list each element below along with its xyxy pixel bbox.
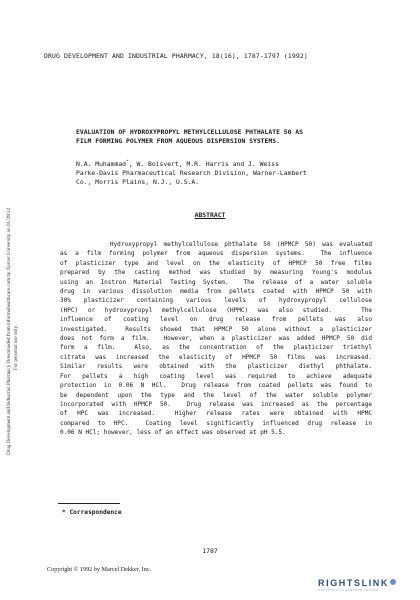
first-author: N.A. Muhammad bbox=[76, 160, 127, 168]
abstract-line: prepared by the casting method was studied by measuring Young's modulus bbox=[60, 269, 372, 277]
affiliation-line-2: Co., Morris Plains, N.J., U.S.A. bbox=[76, 178, 200, 186]
abstract-line: incorporated with HPMCP 50. Drug release was increased as the percentage bbox=[60, 400, 372, 408]
paper-title: EVALUATION OF HYDROXYPROPYL METHYLCELLULOSE PHTHALATE 50 AS FILM FORMING POLYMER FROM AQUEOUS DISPERSION SYSTEMS. bbox=[76, 128, 304, 145]
abstract-line: influence of coating level on drug release from pellets was also bbox=[60, 316, 372, 324]
page-number: 1787 bbox=[202, 547, 218, 555]
abstract-line: For pellets a high coating level was required to achieve adequate bbox=[60, 372, 372, 380]
author-names bbox=[76, 158, 376, 169]
abstract-line: of HPC was increased. Higher release rates were obtained with HPMC bbox=[60, 410, 372, 418]
rightslink-logo[interactable] bbox=[318, 578, 418, 596]
abstract-line: (HPC) or hydroxypropyl methylcellulose (HPMC) was also studied. The bbox=[60, 306, 372, 314]
running-head: DRUG DEVELOPMENT AND INDUSTRIAL PHARMACY, 18(16), 1787-1797 (1992) bbox=[44, 52, 308, 60]
abstract-line: investigated. Results showed that HPMCP 50 alone without a plasticizer bbox=[60, 325, 372, 333]
abstract-line: 30% plasticizer containing various levels of hydroxypropyl cellulose bbox=[60, 297, 372, 305]
abstract-body bbox=[60, 240, 372, 438]
abstract-line: as a film forming polymer from aqueous dispersion systems. The influence bbox=[60, 250, 372, 258]
copyright-notice: Copyright © 1992 by Marcel Dekker, Inc. bbox=[47, 566, 152, 573]
abstract-line: form a film. Also, as the concentration of the plasticizer triethyl bbox=[60, 344, 372, 352]
abstract-line: be dependent upon the type and the level of the water soluble polymer bbox=[60, 391, 372, 399]
side-note-line-1: Drug Development and Industrial Pharmacy Downloaded from informahealthcare.com by Xavier University on 01/28/12 bbox=[6, 207, 12, 455]
rightslink-wordmark: RIGHTSLINK bbox=[318, 578, 418, 588]
affiliation-line-1: Parke-Davis Pharmaceutical Research Division, Warner-Lambert bbox=[76, 169, 307, 177]
logo-dot-icon bbox=[390, 579, 396, 585]
abstract-line: 0.06 N HCl; however, less of an effect was observed at pH 5.5. bbox=[60, 429, 286, 437]
abstract-line: of plasticizer type and level on the elasticity of HPMCP 50 free films bbox=[60, 259, 372, 267]
footnote-divider bbox=[58, 503, 120, 504]
abstract-heading: ABSTRACT bbox=[194, 211, 226, 219]
download-side-note bbox=[3, 95, 27, 455]
abstract-line: drug in various dissolution media from pellets coated with HPMCP 50 with bbox=[60, 288, 372, 296]
abstract-line: Hydroxypropyl methylcellulose phthalate 50 (HPMCP 50) was evaluated bbox=[60, 241, 372, 248]
correspondence-footnote: * Correspondence bbox=[62, 509, 122, 516]
abstract-line: does not form a film. However, when a plasticizer was added HPMCP 50 did bbox=[60, 335, 372, 343]
rightslink-subtext: COPYRIGHT CLEARANCE CENTER bbox=[318, 588, 379, 592]
other-authors: , W. Boisvert, M.R. Harris and J. Weiss bbox=[128, 160, 279, 168]
abstract-line: Similar results were obtained with the plasticizer diethyl phthalate. bbox=[60, 363, 372, 371]
correspondence-mark: * bbox=[126, 160, 129, 165]
abstract-line: compared to HPC. Coating level significantly influenced drug release in bbox=[60, 419, 372, 427]
abstract-line: protection in 0.06 N HCl. Drug release from coated pellets was found to bbox=[60, 382, 372, 390]
abstract-line: using an Instron Material Testing System. The release of a water soluble bbox=[60, 278, 372, 286]
author-block bbox=[76, 158, 376, 187]
side-note-line-2: For personal use only. bbox=[13, 325, 19, 370]
abstract-line: citrate was increased the elasticity of HPMCP 50 films was increased. bbox=[60, 353, 372, 361]
